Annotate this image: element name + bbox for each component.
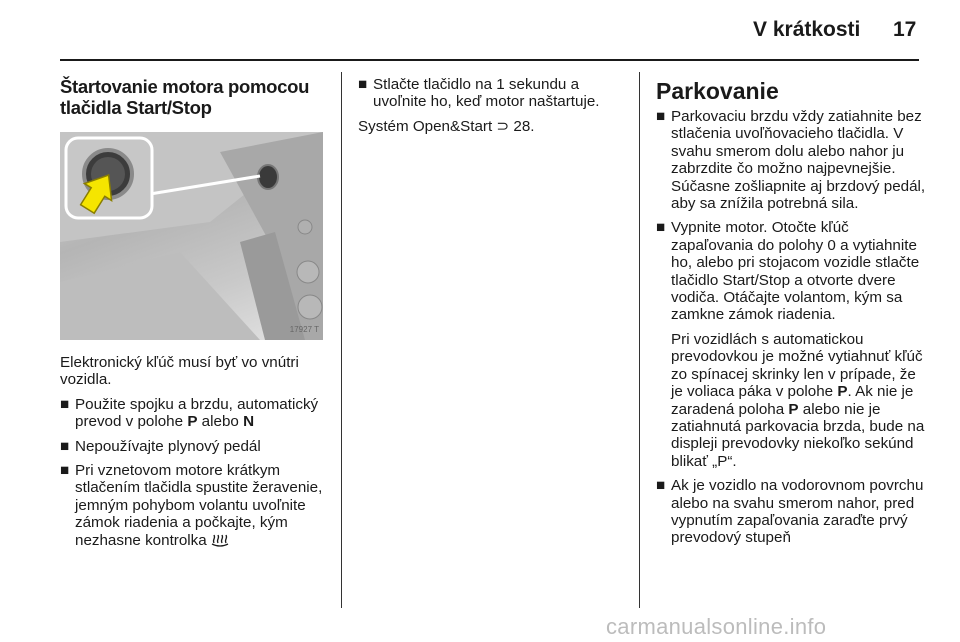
section-heading: Štartovanie motora pomocou tlačidla Start/Stop	[60, 76, 310, 118]
list-item: ■ Vypnite motor. Otočte kľúč zapaľovania do polohy 0 a vytiahnite ho, alebo pri stojacom vozidle stlačte tlačidlo Start/Stop a otvorte dvere vodiča. Otáčajte volantom, kým sa zamkne zámok riadenia.	[656, 219, 920, 324]
right-column	[656, 78, 931, 554]
bullet-icon: ■	[656, 477, 666, 495]
cross-reference: Systém Open&Start ⊃ 28.	[358, 117, 535, 135]
parking-list	[656, 108, 931, 324]
page-number: 17	[893, 18, 917, 41]
list-item: ■ Nepoužívajte plynový pedál	[60, 437, 261, 455]
bullet-icon: ■	[60, 462, 70, 480]
list-item: ■ Parkovaciu brzdu vždy zatiahnite bez stlačenia uvoľňovacieho tlačidla. V svahu smerom dolu alebo nahor ju zabrzdite čo možno najpevnejšie. Súčasne zošliapnite aj brzdový pedál, aby sa znížila potrebná sila.	[656, 108, 926, 213]
start-button-photo	[60, 132, 323, 340]
section-title: V krátkosti	[753, 18, 861, 41]
middle-column	[358, 76, 633, 135]
watermark: carmanualsonline.info	[606, 614, 827, 639]
parking-list-continued	[656, 477, 931, 547]
bullet-icon: ■	[358, 76, 368, 93]
bullet-icon: ■	[60, 437, 70, 455]
list-item: ■ Použite spojku a brzdu, automatický prevod v polohe P alebo N	[60, 395, 319, 431]
dashboard-illustration	[60, 132, 323, 340]
steps-list	[60, 396, 330, 549]
header-divider	[60, 59, 919, 61]
left-column	[60, 76, 330, 556]
intro-text: Elektronický kľúč musí byť vo vnútri vozidla.	[60, 354, 299, 389]
list-item: ■ Stlačte tlačidlo na 1 sekundu a uvoľnite ho, keď motor naštartuje.	[358, 76, 600, 111]
image-caption: 17927 T	[289, 324, 319, 334]
bullet-icon: ■	[656, 108, 666, 125]
bullet-icon: ■	[656, 219, 666, 237]
section-heading: Parkovanie	[656, 78, 779, 104]
steps-list	[358, 76, 633, 111]
bullet-icon: ■	[60, 395, 70, 413]
column-divider	[341, 72, 342, 608]
column-divider	[639, 72, 640, 608]
list-item: ■ Ak je vozidlo na vodorovnom povrchu alebo na svahu smerom nahor, pred vypnutím zapaľovania zaraďte prvý prevodový stupeň	[656, 477, 924, 547]
glow-plug-icon	[211, 533, 229, 547]
automatic-transmission-note: Pri vozidlách s automatickou prevodovkou je možné vytiahnuť kľúč zo spínacej skrinky len v prípade, že je voliaca páka v polohe P. Ak nie je zaradená poloha P alebo nie je zatiahnutá parkovacia brzda, bude na displeji prevodovky niekoľko sekúnd blikať „P“.	[671, 330, 925, 470]
list-item: ■ Pri vznetovom motore krátkym stlačením tlačidla spustite žeravenie, jemným pohybom volantu uvoľnite zámok riadenia a počkajte, kým nezhasne kontrolka	[60, 462, 323, 549]
